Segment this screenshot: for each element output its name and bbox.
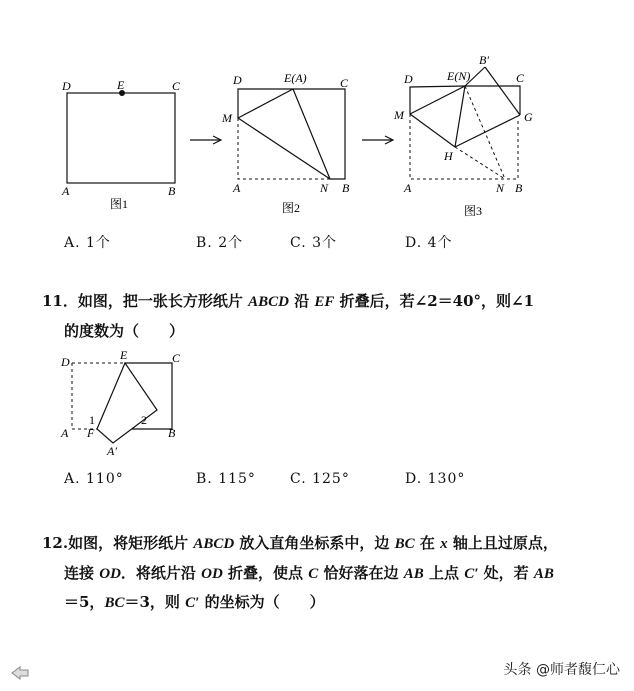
q10-option-b: B. 2个 [196,235,244,251]
fig1-label-E: E [117,78,125,92]
fig3-label-B: B [515,181,523,195]
fig3-label-N: N [496,181,505,195]
q11-option-b: B. 115° [196,471,256,487]
arrow-1-icon [190,136,221,144]
fig3-label-EN: E(N) [447,69,471,83]
q11-label-D: D [61,355,70,369]
fig2-label-A: A [233,181,241,195]
q11-line-2: 的度数为（ ） [64,322,185,340]
q10-option-a: A. 1个 [64,235,111,251]
fig2-label-N: N [320,181,329,195]
fig1-label-A: A [62,184,70,198]
q11-label-E: E [120,348,128,362]
fig3-label-M: M [394,108,404,122]
fig1-label-B: B [168,184,176,198]
arrow-2-icon [362,136,393,144]
figure-1 [61,78,181,211]
q10-option-c: C. 3个 [290,235,338,251]
fig3-label-D: D [404,72,413,86]
fig3-label-A: A [404,181,412,195]
q11-label-F: F [87,426,95,440]
q11-option-c: C. 125° [290,471,350,487]
q12-line-3: ＝5，BC＝3，则 C′ 的坐标为（ ） [64,593,325,611]
back-arrow-icon[interactable] [10,665,30,681]
fig2-label-M: M [222,111,232,125]
fig3-label-G: G [524,110,533,124]
q12-line-1: 12.如图，将矩形纸片 ABCD 放入直角坐标系中，边 BC 在 x 轴上且过原点， [42,534,558,552]
q11-option-d: D. 130° [405,471,466,487]
fig2-caption: 图2 [282,201,301,215]
fig3-label-Bp: B′ [479,53,489,67]
q12-line-2: 连接 OD．将纸片沿 OD 折叠，使点 C 恰好落在边 AB 上点 C′ 处，若 AB [64,564,554,582]
q11-angle-1: 1 [89,413,95,427]
fig2-label-C: C [340,76,349,90]
q10-option-d: D. 4个 [405,235,453,251]
figure-2 [221,71,350,215]
fig2-label-D: D [233,73,242,87]
fig3-caption: 图3 [464,204,483,218]
q11-line-1: 11．如图，把一张长方形纸片 ABCD 沿 EF 折叠后，若∠2＝40°，则∠1 [42,292,535,310]
fig1-label-D: D [62,79,71,93]
q11-label-A: A [61,426,69,440]
q11-figure [0,345,634,465]
q10-figures [0,0,634,225]
fig3-label-H: H [444,149,453,163]
fig1-label-C: C [172,79,181,93]
q11-label-Ap: A′ [107,444,117,458]
q11-label-B: B [168,426,176,440]
fig1-caption: 图1 [110,197,129,211]
q11-label-C: C [172,351,181,365]
fig3-label-C: C [516,71,525,85]
fig2-label-EA: E(A) [284,71,307,85]
watermark: 头条 @师者馥仁心 [503,662,620,678]
q11-option-a: A. 110° [64,471,124,487]
figure-3 [393,53,533,218]
q11-angle-2: 2 [141,413,147,427]
fig2-label-B: B [342,181,350,195]
